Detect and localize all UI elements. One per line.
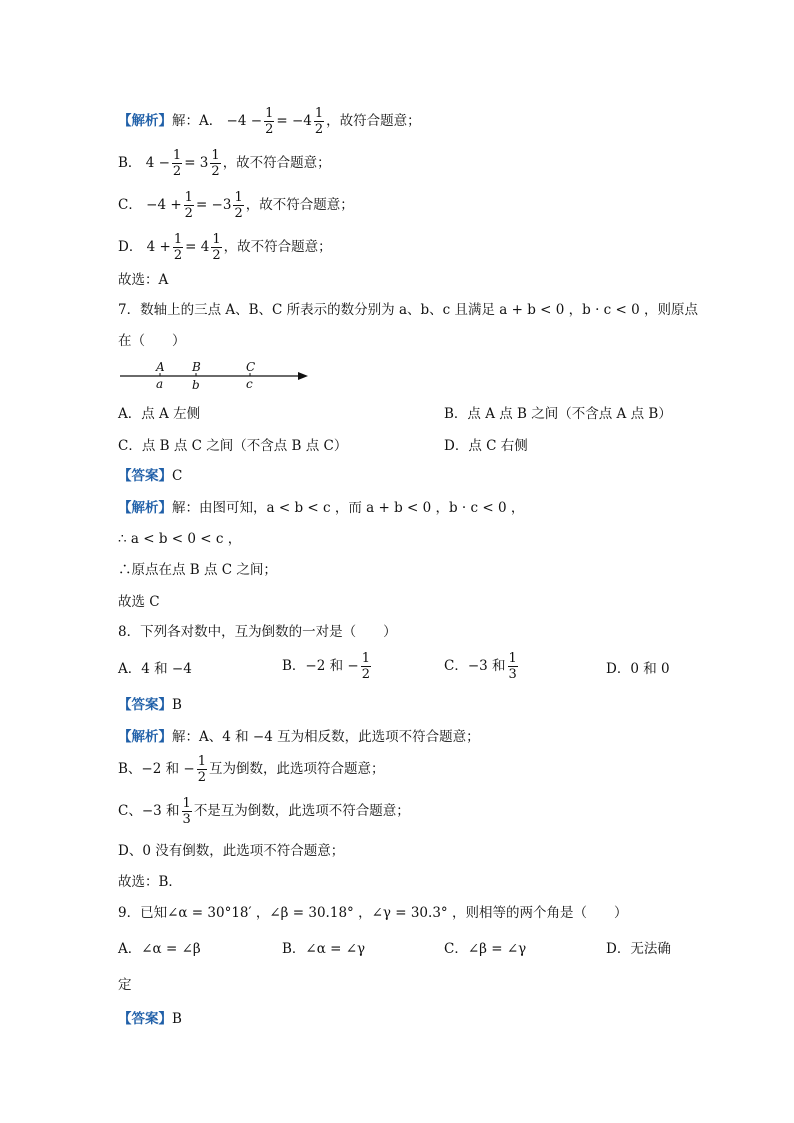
q9-option-a: A．∠α = ∠β [118,941,201,957]
q8-analysis-line-2: B、−2 和 − $\frac{1}{2}$ 互为倒数，此选项符合题意； [118,754,385,785]
fraction-half: $\frac{1}{2}$ [172,148,182,179]
analysis-tag: 【解析】 [118,729,172,745]
q8-option-b: B．−2 和 − $\frac{1}{2}$ [282,651,370,682]
q7-stem-line-2: 在（ ） [118,333,186,349]
q6-analysis-line-d: D． 4 + $\frac{1}{2}$ = 4 $\frac{1}{2}$ ，故不符合题意； [118,232,332,263]
fraction-half: $\frac{1}{2}$ [361,651,370,682]
q7-option-a: A．点 A 左侧 [118,406,201,422]
number-line-arrow [298,372,308,380]
q7-analysis-line-2: ∴ a < b < 0 < c ， [118,531,242,547]
answer-tag: 【答案】 [118,697,172,713]
q6-conclusion: 故选：A [118,272,169,288]
fraction-half: $\frac{1}{2}$ [212,232,221,263]
q7-analysis-line-1: 【解析】解：由图可知，a < b < c ，而 a + b < 0 ，b · c < 0 ， [118,500,525,516]
fraction-half: $\frac{1}{2}$ [314,106,324,137]
q6-analysis-line-c: C． −4 + $\frac{1}{2}$ = −3 $\frac{1}{2}$ ，故不符合题意； [118,190,354,221]
number-line-figure [118,358,318,392]
q8-stem: 8．下列各对数中，互为倒数的一对是（ ） [118,624,397,640]
q8-answer: 【答案】B [118,697,182,713]
q8-analysis-line-3: C、−3 和 $\frac{1}{3}$ 不是互为倒数，此选项不符合题意； [118,796,410,827]
q9-option-d: D．无法确 [606,941,671,957]
answer-tag: 【答案】 [118,1011,172,1027]
point-label-a: A [156,360,165,374]
q8-analysis-line-1: 【解析】解：A、4 和 −4 互为相反数，此选项不符合题意； [118,729,480,745]
fraction-third: $\frac{1}{3}$ [508,651,517,682]
value-label-a: a [156,377,164,391]
q6-analysis-line-a: 【解析】解：A． −4 − $\frac{1}{2}$ = −4 $\frac{1}{2}$ ，故符合题意； [118,106,421,137]
q7-conclusion: 故选 C [118,594,160,610]
q9-option-d-wrap: 定 [118,977,132,993]
fraction-third: $\frac{1}{3}$ [182,796,191,827]
point-label-b: B [192,360,201,374]
q9-option-c: C．∠β = ∠γ [444,941,527,957]
q7-option-d: D．点 C 右侧 [444,438,528,454]
q6-analysis-line-b: B． 4 − $\frac{1}{2}$ = 3 $\frac{1}{2}$ ，故不符合题意； [118,148,331,179]
q8-option-a: A．4 和 −4 [118,661,192,677]
value-label-c: c [246,377,253,391]
q9-answer: 【答案】B [118,1011,182,1027]
q8-option-d: D．0 和 0 [606,661,670,677]
fraction-half: $\frac{1}{2}$ [173,232,183,263]
q7-analysis-line-3: ∴原点在点 B 点 C 之间； [118,562,277,578]
fraction-half: $\frac{1}{2}$ [234,190,243,221]
analysis-tag: 【解析】 [118,500,172,516]
point-label-c: C [246,360,256,374]
fraction-half: $\frac{1}{2}$ [184,190,193,221]
q7-option-c: C．点 B 点 C 之间（不含点 B 点 C） [118,438,348,454]
q8-option-c: C．−3 和 $\frac{1}{3}$ [444,651,517,682]
q8-conclusion: 故选：B． [118,874,182,890]
analysis-tag: 【解析】 [118,113,172,129]
value-label-b: b [192,378,200,392]
fraction-half: $\frac{1}{2}$ [211,148,220,179]
fraction-half: $\frac{1}{2}$ [265,106,274,137]
q7-answer: 【答案】C [118,468,183,484]
answer-tag: 【答案】 [118,468,172,484]
q9-stem: 9．已知∠α = 30°18′ ，∠β = 30.18° ，∠γ = 30.3° ，则相等的两个角是（ ） [118,905,628,921]
q9-option-b: B．∠α = ∠γ [282,941,366,957]
fraction-half: $\frac{1}{2}$ [197,754,206,785]
q7-stem-line-1: 7．数轴上的三点 A、B、C 所表示的数分别为 a、b、c 且满足 a + b < 0 ，b · c < 0 ，则原点 [118,302,699,318]
q7-option-b: B．点 A 点 B 之间（不含点 A 点 B） [444,406,672,422]
q8-analysis-line-4: D、0 没有倒数，此选项不符合题意； [118,843,345,859]
